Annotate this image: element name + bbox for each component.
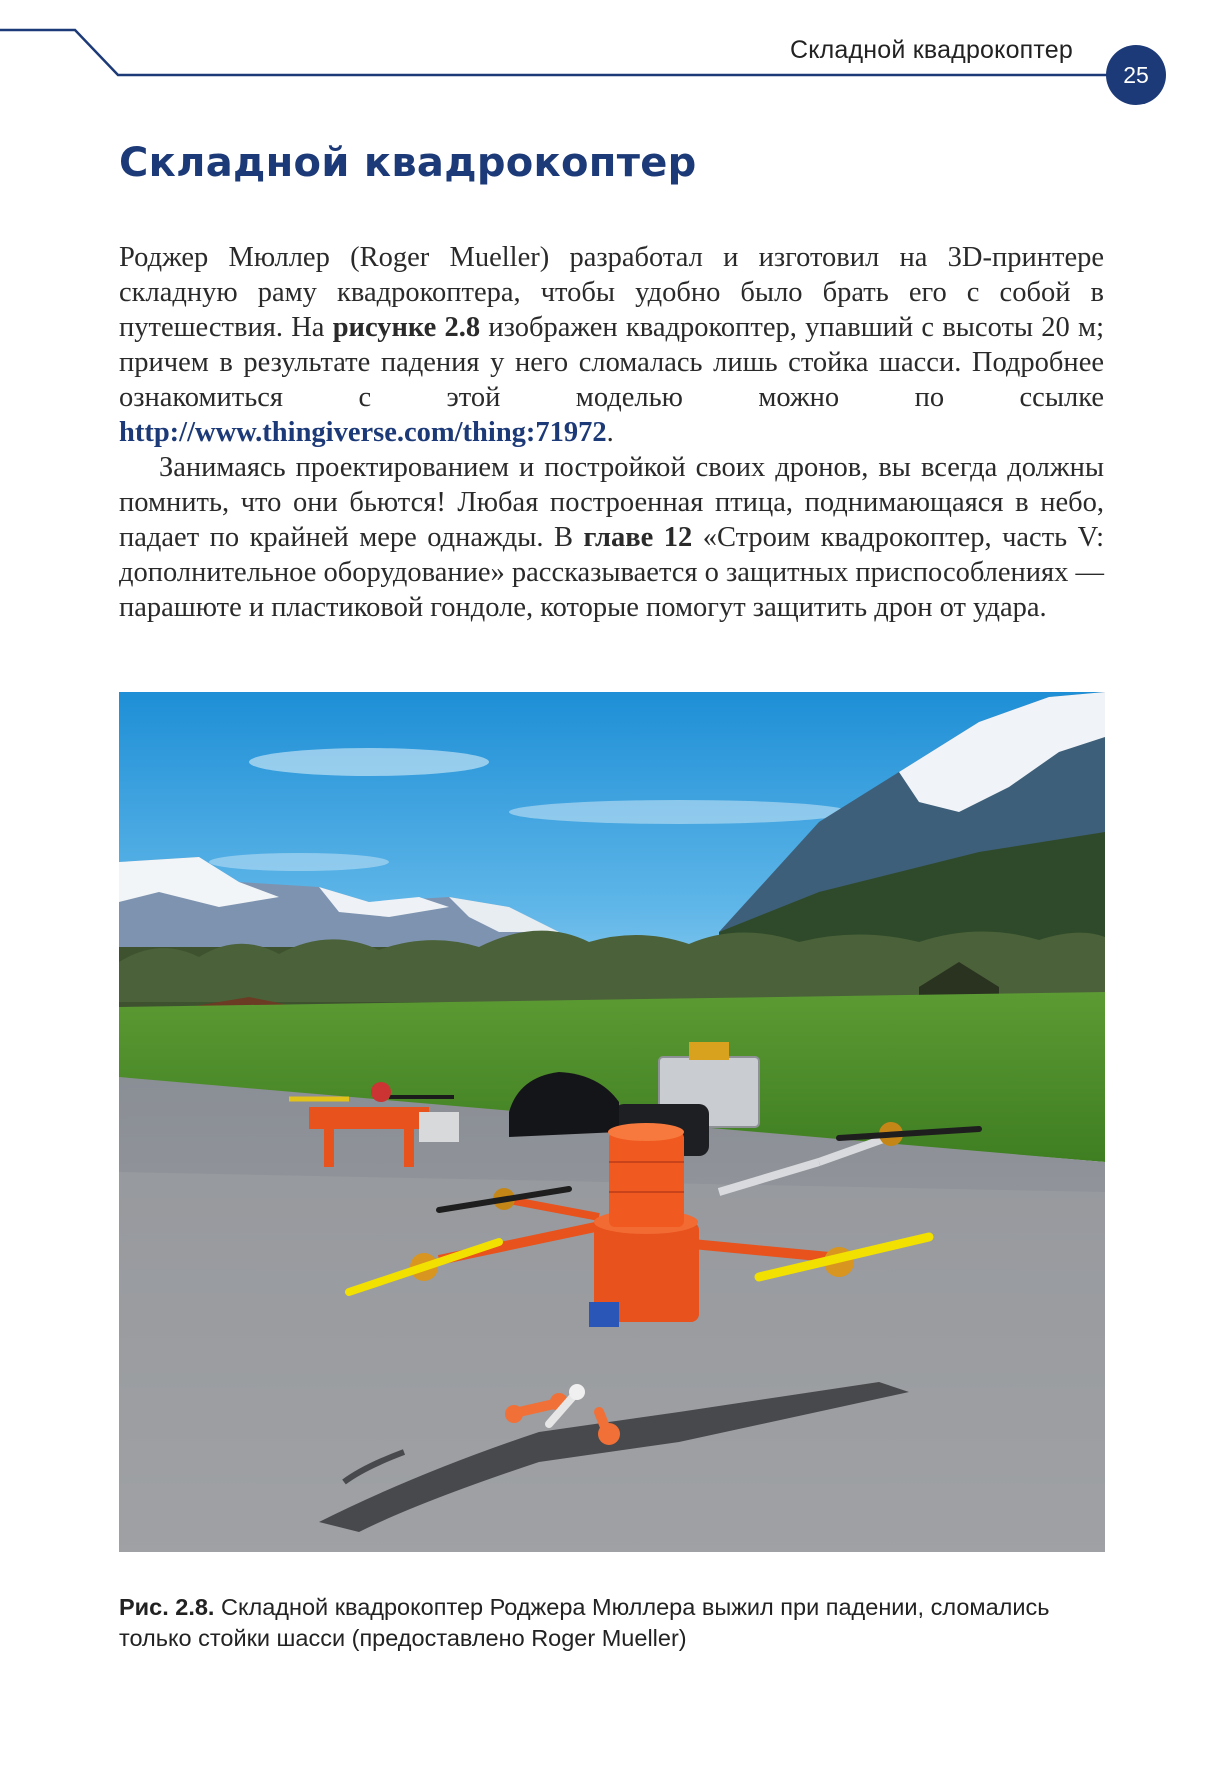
chapter-reference: главе 12	[583, 522, 693, 553]
figure-reference: рисунке 2.8	[332, 312, 481, 343]
page-number: 25	[1106, 45, 1166, 105]
paragraph-2-text-b: «Строим квадрокоптер, часть V: дополнительное оборудование» рассказывается о защитных приспособлениях — парашюте и пластиковой гондоле, которые помогут защитить дрон от удара.	[119, 522, 1105, 623]
figure-label: Рис. 2.8.	[119, 1594, 215, 1620]
figure-photo	[119, 692, 1105, 1552]
thingiverse-link[interactable]: http://www.thingiverse.com/thing:71972	[119, 417, 607, 448]
paragraph-2-text-a: Занимаясь проектированием и постройкой своих дронов, вы всегда должны помнить, что они бьются! Любая построенная птица, поднимающаяся в небо, падает по крайней мере однажды. В	[119, 452, 1104, 553]
section-title: Складной квадрокоптер	[119, 140, 697, 186]
paragraph-2	[119, 450, 1104, 625]
paragraph-1	[119, 240, 1104, 450]
running-head: Складной квадрокоптер	[789, 36, 1073, 64]
body-text	[119, 240, 1104, 625]
figure-caption-text: Складной квадрокоптер Роджера Мюллера выжил при падении, сломались только стойки шасси (предоставлено Roger Mueller)	[119, 1594, 1050, 1651]
paragraph-1-text-c: .	[606, 417, 614, 448]
paragraph-1-text-a: Роджер Мюллер (Roger Mueller) разработал и изготовил на 3D-принтере складную раму квадрокоптера, чтобы удобно было брать его с собой в путешествия. На	[119, 242, 1104, 343]
quadcopter-photo	[119, 692, 1105, 1552]
figure-caption	[119, 1592, 1104, 1654]
paragraph-1-text-b: изображен квадрокоптер, упавший с высоты 20 м; причем в результате падения у него сломалась лишь стойка шасси. Подробнее ознакомиться с этой моделью можно по ссылке	[119, 312, 1105, 413]
